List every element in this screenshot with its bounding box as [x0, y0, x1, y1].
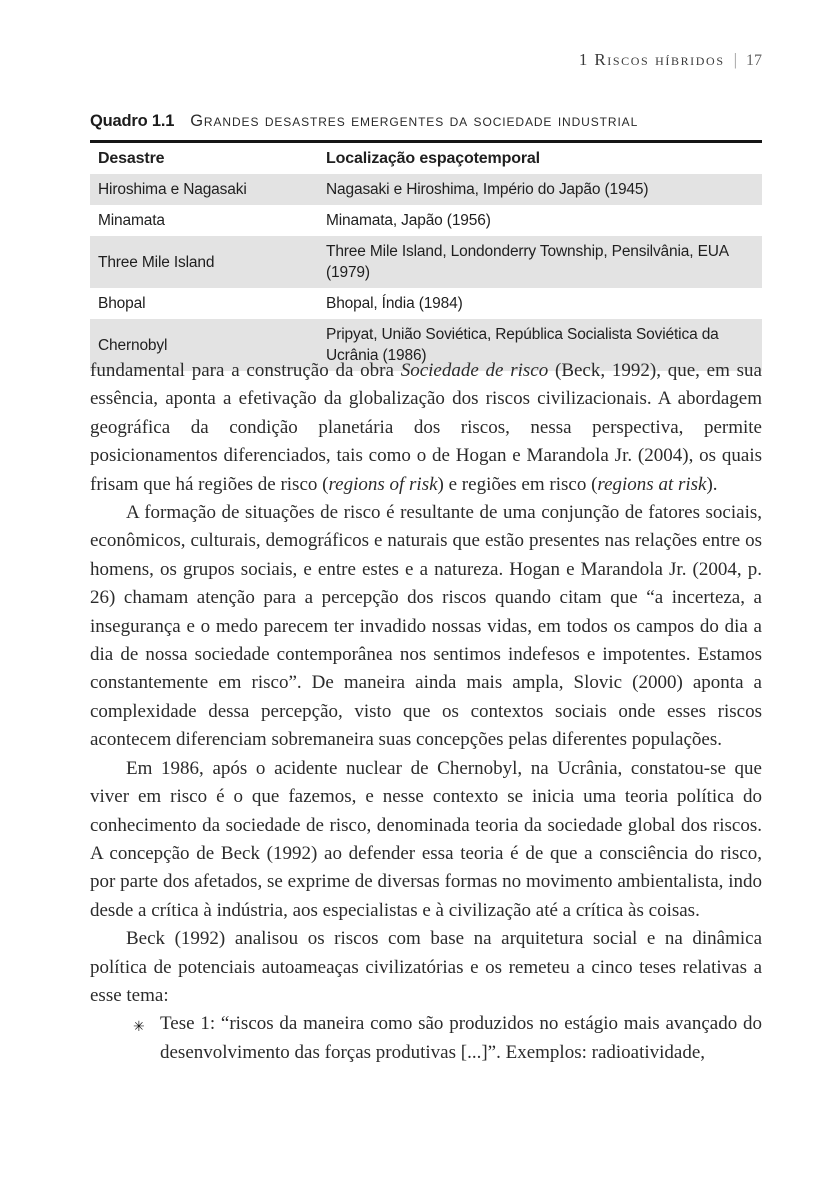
- disaster-table-section: [90, 112, 762, 371]
- cell-location: Bhopal, Índia (1984): [326, 295, 463, 312]
- page-number: 17: [746, 52, 762, 69]
- cell-location: Nagasaki e Hiroshima, Império do Japão (1945): [326, 181, 649, 198]
- cell-disaster: Minamata: [98, 212, 165, 229]
- body-text: [90, 357, 762, 1067]
- table-row: [90, 236, 762, 288]
- table-title: [90, 112, 762, 131]
- list-item-tese-1: [90, 1010, 762, 1067]
- table-label: Quadro 1.1: [90, 112, 175, 130]
- head-separator: |: [733, 50, 737, 69]
- column-header-desastre: Desastre: [98, 150, 165, 167]
- paragraph-4: Beck (1992) analisou os riscos com base na arquitetura social e na dinâmica política de potenciais autoameaças civilizatórias e os remeteu a cinco teses relativas a esse tema:: [90, 928, 762, 1006]
- list-item-text: Tese 1: “riscos da maneira como são produzidos no estágio mais avançado do desenvolvimento das forças produtivas [...]”. Exemplos: radioatividade,: [160, 1013, 762, 1063]
- running-head: [90, 50, 762, 70]
- cell-disaster: Three Mile Island: [98, 253, 215, 271]
- column-header-localizacao: Localização espaçotemporal: [326, 150, 540, 167]
- chapter-title: Riscos híbridos: [594, 50, 725, 69]
- paragraph-text: fundamental para a construção da obra: [90, 360, 401, 381]
- disaster-table: [90, 140, 762, 371]
- cell-location: Minamata, Japão (1956): [326, 212, 491, 229]
- chapter-number: 1: [578, 50, 588, 69]
- table-row: [90, 205, 762, 236]
- paragraph-1: [90, 357, 762, 499]
- paragraph-text: ) e regiões em risco (: [437, 473, 598, 495]
- cell-location: Pripyat, União Soviética, República Socialista Soviética da Ucrânia (1986): [326, 326, 719, 364]
- table-caption: Grandes desastres emergentes da sociedade industrial: [190, 112, 639, 130]
- table-row: [90, 174, 762, 205]
- paragraph-3: Em 1986, após o acidente nuclear de Chernobyl, na Ucrânia, constatou-se que viver em risco é o que fazemos, e nesse contexto se inicia uma teoria política do conhecimento da sociedade de risco, denominada teoria da sociedade global dos riscos. A concepção de Beck (1992) ao defender essa teoria é de que a consciência do risco, por parte dos afetados, se exprime de diversas formas no movimento ambientalista, indo desde a crítica à indústria, aos especialistas e à civilização até a crítica às coisas.: [90, 757, 762, 921]
- foreign-term-italic: regions of risk: [328, 473, 438, 495]
- table-row: [90, 288, 762, 319]
- foreign-term-italic: regions at risk: [597, 473, 707, 495]
- book-title-italic: Sociedade de risco: [400, 360, 549, 381]
- paragraph-2: A formação de situações de risco é resultante de uma conjunção de fatores sociais, econômicos, culturais, demográficos e naturais que estão presentes nas relações entre os homens, os grupos sociais, e entre estes e a natureza. Hogan e Marandola Jr. (2004, p. 26) chamam atenção para a percepção dos riscos quando citam que “a incerteza, a insegurança e o medo parecem ter invadido nossas vidas, em todos os campos do dia a dia de nossa sociedade contemporânea nos sentimos indefesos e impotentes. Estamos constantemente em risco”. De maneira ainda mais ampla, Slovic (2000) aponta a complexidade dessa percepção, visto que os contextos sociais onde esses riscos acontecem diferenciam sobremaneira suas concepções pelas diferentes populações.: [90, 502, 762, 751]
- cell-disaster: Chernobyl: [98, 336, 168, 354]
- table-header-row: [90, 142, 762, 175]
- asterisk-bullet-icon: ✳︎: [133, 1019, 145, 1036]
- paragraph-text: (Beck, 1992), que, em sua essência, aponta a efetivação da globalização dos riscos civilizacionais. A abordagem geográfica da condição planetária dos riscos, nessa perspectiva, permite posicionamentos diferenciados, tais como o de Hogan e Marandola Jr. (2004), os quais frisam que há regiões de risco (: [90, 360, 762, 495]
- cell-disaster: Bhopal: [98, 295, 146, 312]
- paragraph-text: ).: [706, 473, 718, 495]
- cell-disaster: Hiroshima e Nagasaki: [98, 181, 247, 198]
- cell-location: Three Mile Island, Londonderry Township, Pensilvânia, EUA (1979): [326, 243, 729, 281]
